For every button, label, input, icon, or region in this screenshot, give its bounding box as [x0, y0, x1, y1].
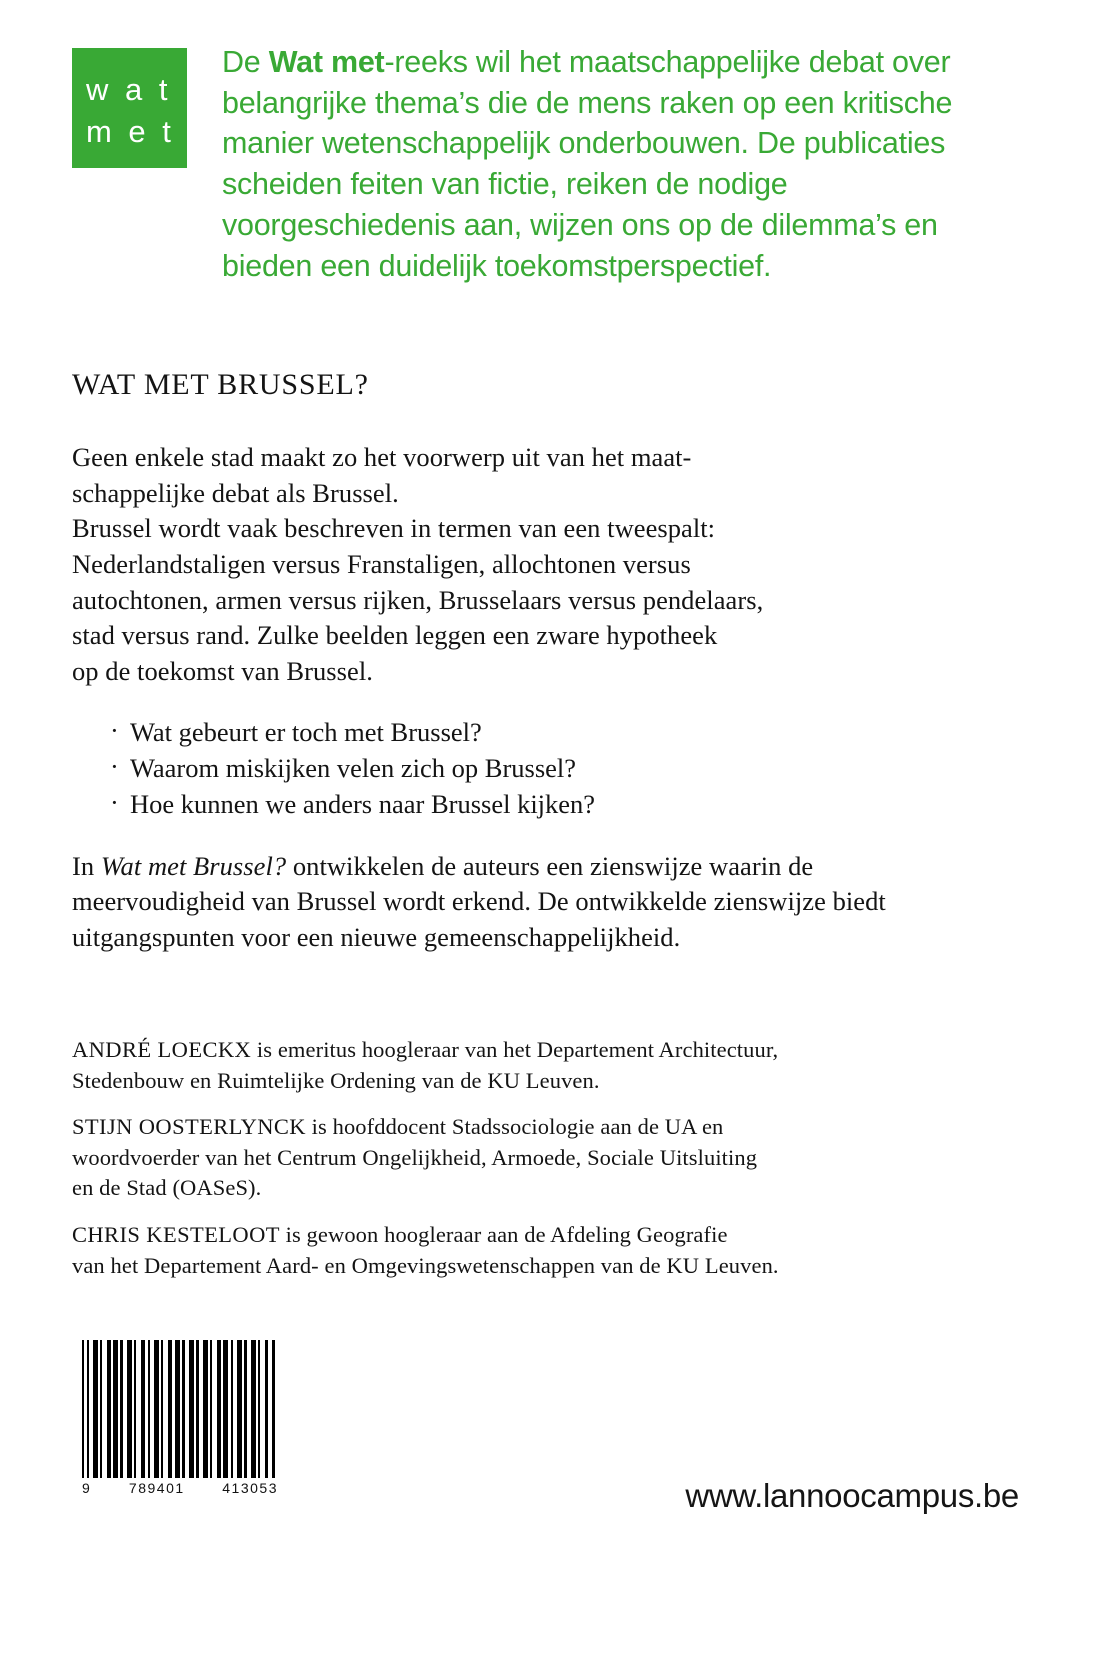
blurb-line: op de toekomst van Brussel. — [72, 655, 373, 686]
blurb-line: Nederlandstaligen versus Franstaligen, allochtonen versus — [72, 548, 691, 579]
author-bio-line — [72, 1112, 972, 1143]
blurb-line: Brussel wordt vaak beschreven in termen van een tweespalt: — [72, 513, 716, 544]
list-item: · Hoe kunnen we anders naar Brussel kijken? — [110, 787, 972, 823]
author-bios — [72, 1035, 972, 1297]
back-cover-content — [72, 368, 972, 956]
author-bio-line: en de Stad (OASeS). — [72, 1175, 262, 1201]
author-bio — [72, 1112, 972, 1204]
author-bio-line: Stedenbouw en Ruimtelijke Ordening van de KU Leuven. — [72, 1067, 600, 1093]
author-bio-line — [72, 1220, 972, 1251]
barcode-digits — [82, 1480, 278, 1496]
author-name: CHRIS KESTELOOT — [72, 1221, 280, 1247]
blurb-line: stad versus rand. Zulke beelden leggen een zware hypotheek — [72, 620, 718, 651]
blurb-paragraph-1 — [72, 440, 972, 689]
author-name: ANDRÉ LOECKX — [72, 1037, 252, 1062]
blurb-line: schappelijke debat als Brussel. — [72, 477, 399, 508]
author-bio-line: van het Departement Aard- en Omgevingswetenschappen van de KU Leuven. — [72, 1252, 779, 1278]
author-name: STIJN OOSTERLYNCK — [72, 1114, 306, 1140]
blurb-line: autochtonen, armen versus rijken, Brusselaars versus pendelaars, — [72, 584, 764, 615]
author-bio-text: is gewoon hoogleraar aan de Afdeling Geografie — [279, 1221, 728, 1247]
list-item: · Waarom miskijken velen zich op Brussel? — [110, 751, 972, 787]
question-list — [72, 715, 972, 822]
series-header — [72, 42, 1032, 286]
author-bio-line — [72, 1035, 972, 1066]
logo-line-wat: w a t — [86, 72, 172, 107]
author-bio-text: is emeritus hoogleraar van het Departement Architectuur, — [251, 1037, 779, 1062]
list-item: · Wat gebeurt er toch met Brussel? — [110, 715, 972, 751]
barcode-digits-right: 413053 — [222, 1480, 278, 1496]
author-bio — [72, 1220, 972, 1281]
barcode-digits-left: 789401 — [128, 1480, 185, 1496]
wat-met-logo — [72, 48, 187, 168]
blurb-title-italic: Wat met Brussel? — [100, 850, 287, 881]
logo-line-met: m e t — [86, 114, 175, 149]
series-intro-prefix: De — [222, 45, 269, 79]
series-intro-bold: Wat met — [268, 45, 385, 79]
series-description — [222, 42, 1022, 286]
page-title: WAT MET BRUSSEL? — [72, 368, 369, 401]
barcode-bars — [82, 1340, 278, 1478]
blurb-rest: ontwikkelen de auteurs een zienswijze waarin de meervoudigheid van Brussel wordt erkend. De ontwikkelde zienswijze biedt uitgangspunten voor een nieuwe gemeenschappelijkheid. — [72, 850, 886, 953]
blurb-prefix: In — [72, 850, 101, 881]
blurb-line: Geen enkele stad maakt zo het voorwerp uit van het maat- — [72, 442, 692, 472]
author-bio — [72, 1035, 972, 1096]
blurb-paragraph-2 — [72, 849, 972, 956]
isbn-barcode — [82, 1340, 282, 1496]
author-bio-line: woordvoerder van het Centrum Ongelijkheid, Armoede, Sociale Uitsluiting — [72, 1144, 758, 1170]
publisher-url[interactable]: www.lannoocampus.be — [685, 1477, 1019, 1514]
series-intro-rest: -reeks wil het maatschappelijke debat over belangrijke thema’s die de mens raken op een kritische manier wetenschappelijk onderbouwen. De publicaties scheiden feiten van fictie, reiken de nodige voorgeschiedenis aan, wijzen ons op de dilemma’s en bieden een duidelijk toekomstperspectief. — [222, 45, 953, 283]
barcode-digit-first: 9 — [82, 1480, 92, 1496]
author-bio-text: is hoofddocent Stadssociologie aan de UA en — [305, 1114, 724, 1140]
